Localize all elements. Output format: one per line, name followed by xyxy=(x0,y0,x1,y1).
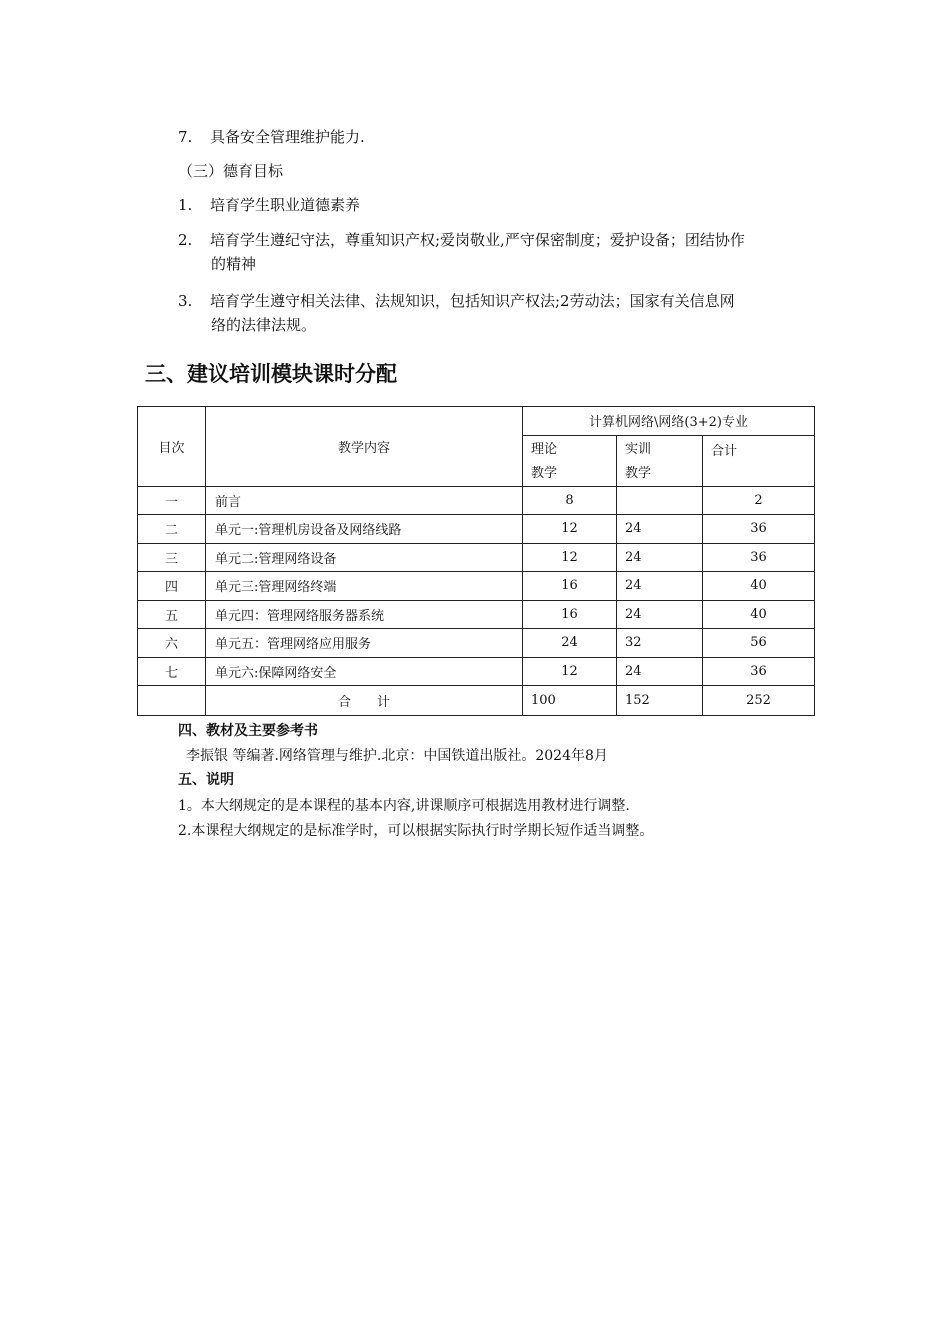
row-practice: 24 xyxy=(617,543,703,572)
section-4-title: 四、教材及主要参考书 xyxy=(178,723,318,739)
note-item-2: 2.本课程大纲规定的是标准学时，可以根据实际执行时学期长短作适当调整。 xyxy=(178,823,654,839)
row-content: 单元二:管理网络设备 xyxy=(206,543,523,572)
item-number: 3. xyxy=(178,292,193,310)
moral-item-3 xyxy=(178,289,735,337)
row-total: 2 xyxy=(703,486,815,515)
table-header-row xyxy=(138,407,815,436)
row-theory: 8 xyxy=(523,486,617,515)
table-row xyxy=(138,657,815,686)
row-theory: 24 xyxy=(523,629,617,658)
row-content: 单元三:管理网络终端 xyxy=(206,572,523,601)
header-theory xyxy=(523,435,617,486)
header-index: 目次 xyxy=(138,407,206,487)
row-total: 36 xyxy=(703,515,815,544)
header-practice-line2: 教学 xyxy=(625,465,652,481)
moral-heading: （三）德育目标 xyxy=(178,162,284,180)
row-theory: 12 xyxy=(523,657,617,686)
moral-item-1 xyxy=(178,193,360,217)
row-theory: 16 xyxy=(523,572,617,601)
row-content: 单元六:保障网络安全 xyxy=(206,657,523,686)
sum-practice: 152 xyxy=(617,686,703,716)
item-text: 培育学生遵守相关法律、法规知识，包括知识产权法;2劳动法；国家有关信息网 xyxy=(210,292,735,310)
ability-item-7 xyxy=(178,125,365,149)
row-index: 三 xyxy=(138,543,206,572)
header-content: 教学内容 xyxy=(206,407,523,487)
table-row xyxy=(138,543,815,572)
row-practice xyxy=(617,486,703,515)
item-number: 1. xyxy=(178,196,193,214)
item-number: 2. xyxy=(178,231,193,249)
row-content: 单元四：管理网络服务器系统 xyxy=(206,600,523,629)
row-index: 七 xyxy=(138,657,206,686)
row-index: 五 xyxy=(138,600,206,629)
header-theory-line2: 教学 xyxy=(531,465,558,481)
header-major: 计算机网络\网络(3+2)专业 xyxy=(523,407,815,436)
item-text: 具备安全管理维护能力. xyxy=(210,128,365,146)
header-total: 合计 xyxy=(703,435,815,486)
note-item-1: 1。本大纲规定的是本课程的基本内容,讲课顺序可根据选用教材进行调整. xyxy=(178,798,630,814)
section-3-title: 三、建议培训模块课时分配 xyxy=(145,362,397,386)
row-content: 单元一:管理机房设备及网络线路 xyxy=(206,515,523,544)
row-practice: 32 xyxy=(617,629,703,658)
sum-total: 252 xyxy=(703,686,815,716)
sum-label: 合 计 xyxy=(206,686,523,716)
table-row xyxy=(138,572,815,601)
row-total: 40 xyxy=(703,600,815,629)
reference-book: 李振银 等编著.网络管理与维护.北京：中国铁道出版社。2024年8月 xyxy=(186,748,608,764)
row-theory: 16 xyxy=(523,600,617,629)
item-text: 培育学生遵纪守法，尊重知识产权;爱岗敬业,严守保密制度；爱护设备；团结协作 xyxy=(210,231,745,249)
header-theory-line1: 理论 xyxy=(531,441,558,457)
row-index: 六 xyxy=(138,629,206,658)
row-content: 单元五：管理网络应用服务 xyxy=(206,629,523,658)
item-number: 7. xyxy=(178,128,193,146)
header-practice xyxy=(617,435,703,486)
item-text-continued: 的精神 xyxy=(211,255,257,273)
row-theory: 12 xyxy=(523,515,617,544)
table-row xyxy=(138,486,815,515)
table-sum-row xyxy=(138,686,815,716)
row-index: 四 xyxy=(138,572,206,601)
item-text-continued: 络的法律法规。 xyxy=(211,316,317,334)
item-text: 培育学生职业道德素养 xyxy=(210,196,361,214)
sum-index xyxy=(138,686,206,716)
row-practice: 24 xyxy=(617,515,703,544)
moral-item-2 xyxy=(178,228,745,276)
row-practice: 24 xyxy=(617,600,703,629)
header-practice-line1: 实训 xyxy=(625,441,652,457)
hours-table xyxy=(137,406,815,716)
table-row xyxy=(138,600,815,629)
row-content: 前言 xyxy=(206,486,523,515)
sum-theory: 100 xyxy=(523,686,617,716)
table-row xyxy=(138,629,815,658)
row-theory: 12 xyxy=(523,543,617,572)
table-row xyxy=(138,515,815,544)
row-practice: 24 xyxy=(617,572,703,601)
section-5-title: 五、说明 xyxy=(178,772,234,788)
row-total: 56 xyxy=(703,629,815,658)
row-total: 36 xyxy=(703,657,815,686)
row-total: 36 xyxy=(703,543,815,572)
row-total: 40 xyxy=(703,572,815,601)
row-practice: 24 xyxy=(617,657,703,686)
row-index: 二 xyxy=(138,515,206,544)
row-index: 一 xyxy=(138,486,206,515)
